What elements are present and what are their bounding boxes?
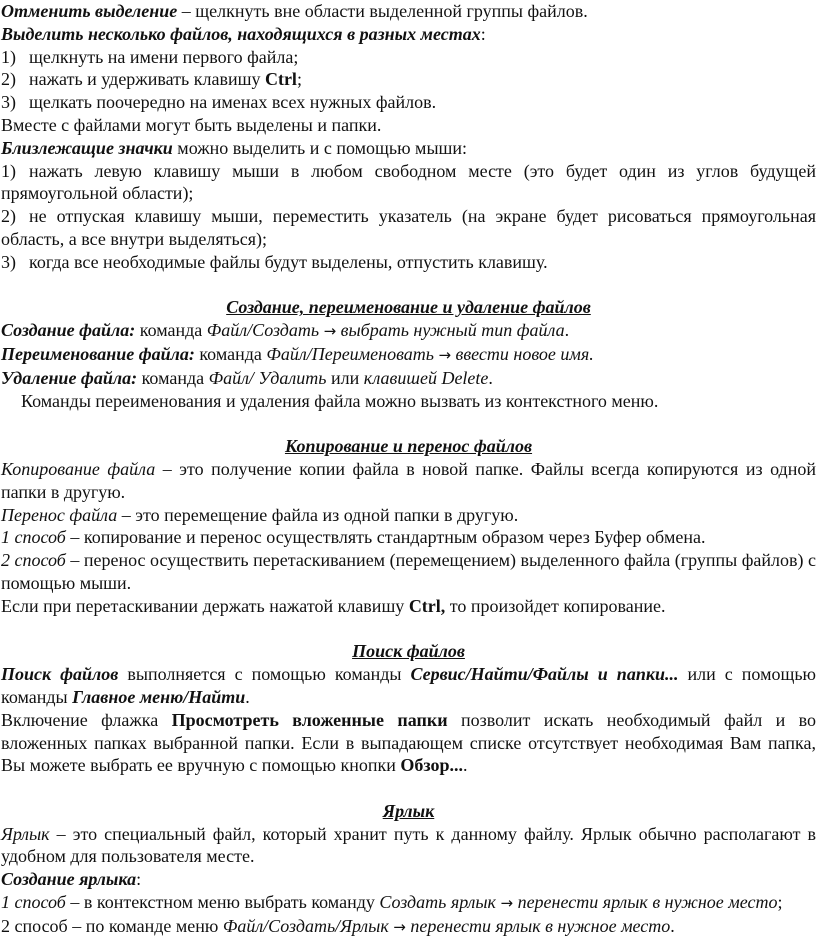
list-item bbox=[1, 68, 816, 91]
way1-paragraph bbox=[1, 526, 816, 549]
spacer bbox=[1, 777, 816, 800]
adjacent-text: можно выделить и с помощью мыши: bbox=[172, 137, 468, 158]
rename-paragraph bbox=[1, 343, 816, 367]
command-word: команда bbox=[137, 367, 209, 388]
multi-select-paragraph bbox=[1, 23, 816, 46]
list-text: когда все необходимые файлы будут выделены, отпустить клавишу. bbox=[29, 251, 548, 272]
arrow-icon: → bbox=[500, 894, 514, 913]
adjacent-term: Близлежащие значки bbox=[1, 137, 173, 158]
delete-or: или bbox=[326, 367, 364, 388]
spacer bbox=[1, 618, 816, 641]
adjacent-paragraph bbox=[1, 137, 816, 160]
delete-key: клавишей Delete bbox=[363, 367, 489, 388]
section-heading-copy: Копирование и перенос файлов bbox=[284, 436, 533, 457]
flag-text: Включение флажка bbox=[1, 709, 172, 730]
shortcut-way1-text: – в контекстном меню выбрать команду bbox=[65, 892, 380, 913]
context-note: Команды переименования и удаления файла можно вызвать из контекстного меню. bbox=[21, 390, 659, 411]
create-tail: выбрать нужный тип файла bbox=[336, 320, 565, 341]
copy-term: Копирование файла bbox=[1, 458, 156, 479]
list-number: 1) bbox=[1, 46, 16, 67]
list-text: нажать и удерживать клавишу bbox=[29, 69, 265, 90]
move-term: Перенос файла bbox=[1, 504, 118, 525]
way2-text: – перенос осуществить перетаскиванием (перемещением) выделенного файла (группы файлов) с помощью мыши. bbox=[1, 550, 816, 593]
command-word: команда bbox=[135, 320, 207, 341]
way2-term: 2 способ bbox=[1, 550, 66, 571]
move-text: – это перемещение файла из одной папки в другую. bbox=[117, 504, 519, 525]
delete-end: . bbox=[488, 367, 493, 388]
rename-term: Переименование файла: bbox=[1, 343, 195, 364]
shortcut-way1-tail: перенести ярлык в нужное место bbox=[513, 892, 778, 913]
list-number: 2) bbox=[1, 69, 16, 90]
section-heading-shortcut: Ярлык bbox=[382, 800, 435, 821]
delete-paragraph bbox=[1, 367, 816, 390]
list-text: щелкнуть на имени первого файла; bbox=[29, 46, 299, 67]
list-text: щелкать поочередно на именах всех нужных файлов. bbox=[29, 92, 437, 113]
list-number: 3) bbox=[1, 92, 16, 113]
multi-select-term: Выделить несколько файлов, находящихся в разных местах bbox=[1, 23, 481, 44]
create-command: Файл/Создать bbox=[206, 320, 324, 341]
shortcut-way2 bbox=[1, 915, 816, 939]
list-item bbox=[1, 251, 816, 274]
search-text: выполняется с помощью команды bbox=[118, 664, 411, 685]
copy-paragraph bbox=[1, 458, 816, 504]
delete-term: Удаление файла: bbox=[1, 367, 138, 388]
search-end: . bbox=[245, 686, 250, 707]
deselect-term: Отменить выделение bbox=[1, 1, 178, 21]
ctrl-key: Ctrl bbox=[264, 69, 297, 90]
shortcut-term: Ярлык bbox=[1, 823, 50, 844]
shortcut-way1-term: 1 способ bbox=[1, 892, 66, 913]
search-command-2: Главное меню/Найти bbox=[72, 686, 246, 707]
shortcut-create-term: Создание ярлыка bbox=[1, 869, 137, 890]
shortcut-way2-command: Файл/Создать/Ярлык bbox=[222, 915, 394, 936]
list-item bbox=[1, 160, 816, 206]
deselect-text: – щелкнуть вне области выделенной группы файлов. bbox=[177, 1, 588, 21]
copy-text: – это получение копии файла в новой папке. Файлы всегда копируются из одной папки в другую. bbox=[1, 458, 816, 502]
rename-tail: ввести новое имя. bbox=[451, 343, 594, 364]
ctrl-copy-end: то произойдет копирование. bbox=[445, 595, 666, 616]
delete-command: Файл/ Удалить bbox=[208, 367, 327, 388]
list-text: нажать левую клавишу мыши в любом свободном месте (это будет один из углов будущей прямоугольной области); bbox=[1, 160, 816, 204]
way1-term: 1 способ bbox=[1, 527, 66, 548]
flag-name: Просмотреть вложенные папки bbox=[171, 709, 448, 730]
arrow-icon: → bbox=[323, 322, 337, 341]
shortcut-way2-text: 2 способ – по команде меню bbox=[1, 915, 223, 936]
list-text-end: ; bbox=[296, 69, 302, 90]
list-text: не отпуская клавишу мыши, переместить указатель (на экране будет рисоваться прямоугольная область, а все внутри выделяться); bbox=[1, 206, 816, 249]
arrow-icon: → bbox=[438, 345, 452, 364]
shortcut-way1-command: Создать ярлык bbox=[379, 892, 501, 913]
move-paragraph bbox=[1, 504, 816, 527]
flag-end: . bbox=[463, 755, 468, 776]
way1-text: – копирование и перенос осуществлять стандартным образом через Буфер обмена. bbox=[65, 527, 706, 548]
shortcut-create-heading bbox=[1, 868, 816, 891]
list-number: 1) bbox=[1, 160, 16, 181]
shortcut-way1-end: ; bbox=[777, 892, 783, 913]
create-end: . bbox=[564, 320, 570, 341]
list-number: 3) bbox=[1, 251, 16, 272]
flag-paragraph bbox=[1, 709, 816, 777]
search-paragraph bbox=[1, 663, 816, 709]
list-item bbox=[1, 205, 816, 251]
create-paragraph bbox=[1, 319, 816, 343]
ctrl-copy-text: Если при перетаскивании держать нажатой клавишу bbox=[1, 595, 409, 616]
section-heading-create: Создание, переименование и удаление файлов bbox=[226, 297, 591, 318]
rename-command: Файл/Переименовать bbox=[266, 343, 439, 364]
shortcut-way1 bbox=[1, 891, 816, 915]
browse-button-name: Обзор... bbox=[400, 755, 464, 776]
spacer bbox=[1, 412, 816, 435]
list-item bbox=[1, 46, 816, 69]
shortcut-way2-tail: перенести ярлык в нужное место bbox=[405, 915, 671, 936]
way2-paragraph bbox=[1, 549, 816, 595]
deselect-paragraph bbox=[1, 0, 816, 23]
shortcut-text: – это специальный файл, который хранит путь к данному файлу. Ярлык обычно располагают в удобном для пользователя месте. bbox=[1, 823, 816, 867]
list-number: 2) bbox=[1, 206, 16, 227]
shortcut-create-colon: : bbox=[136, 869, 142, 890]
command-word: команда bbox=[194, 343, 267, 364]
flag-text-b: позволит искать необходимый файл и во вложенных папках выбранной папки. Если в выпадающем списке отсутствует необходимая Вам папка, Вы можете выбрать ее вручную с помощью кнопки bbox=[1, 709, 816, 776]
multi-select-colon: : bbox=[480, 23, 486, 44]
search-term: Поиск файлов bbox=[1, 664, 119, 685]
search-text-b: или с помощью команды bbox=[1, 664, 816, 707]
arrow-icon: → bbox=[393, 917, 406, 936]
shortcut-way2-end: . bbox=[670, 915, 675, 936]
list-item bbox=[1, 91, 816, 114]
ctrl-key: Ctrl, bbox=[408, 595, 446, 616]
create-term: Создание файла: bbox=[1, 320, 136, 341]
shortcut-definition bbox=[1, 823, 816, 869]
folders-note: Вместе с файлами могут быть выделены и папки. bbox=[1, 114, 382, 135]
section-heading-search: Поиск файлов bbox=[352, 641, 465, 662]
search-command: Сервис/Найти/Файлы и папки... bbox=[410, 664, 679, 685]
ctrl-copy-paragraph bbox=[1, 595, 816, 618]
spacer bbox=[1, 274, 816, 297]
